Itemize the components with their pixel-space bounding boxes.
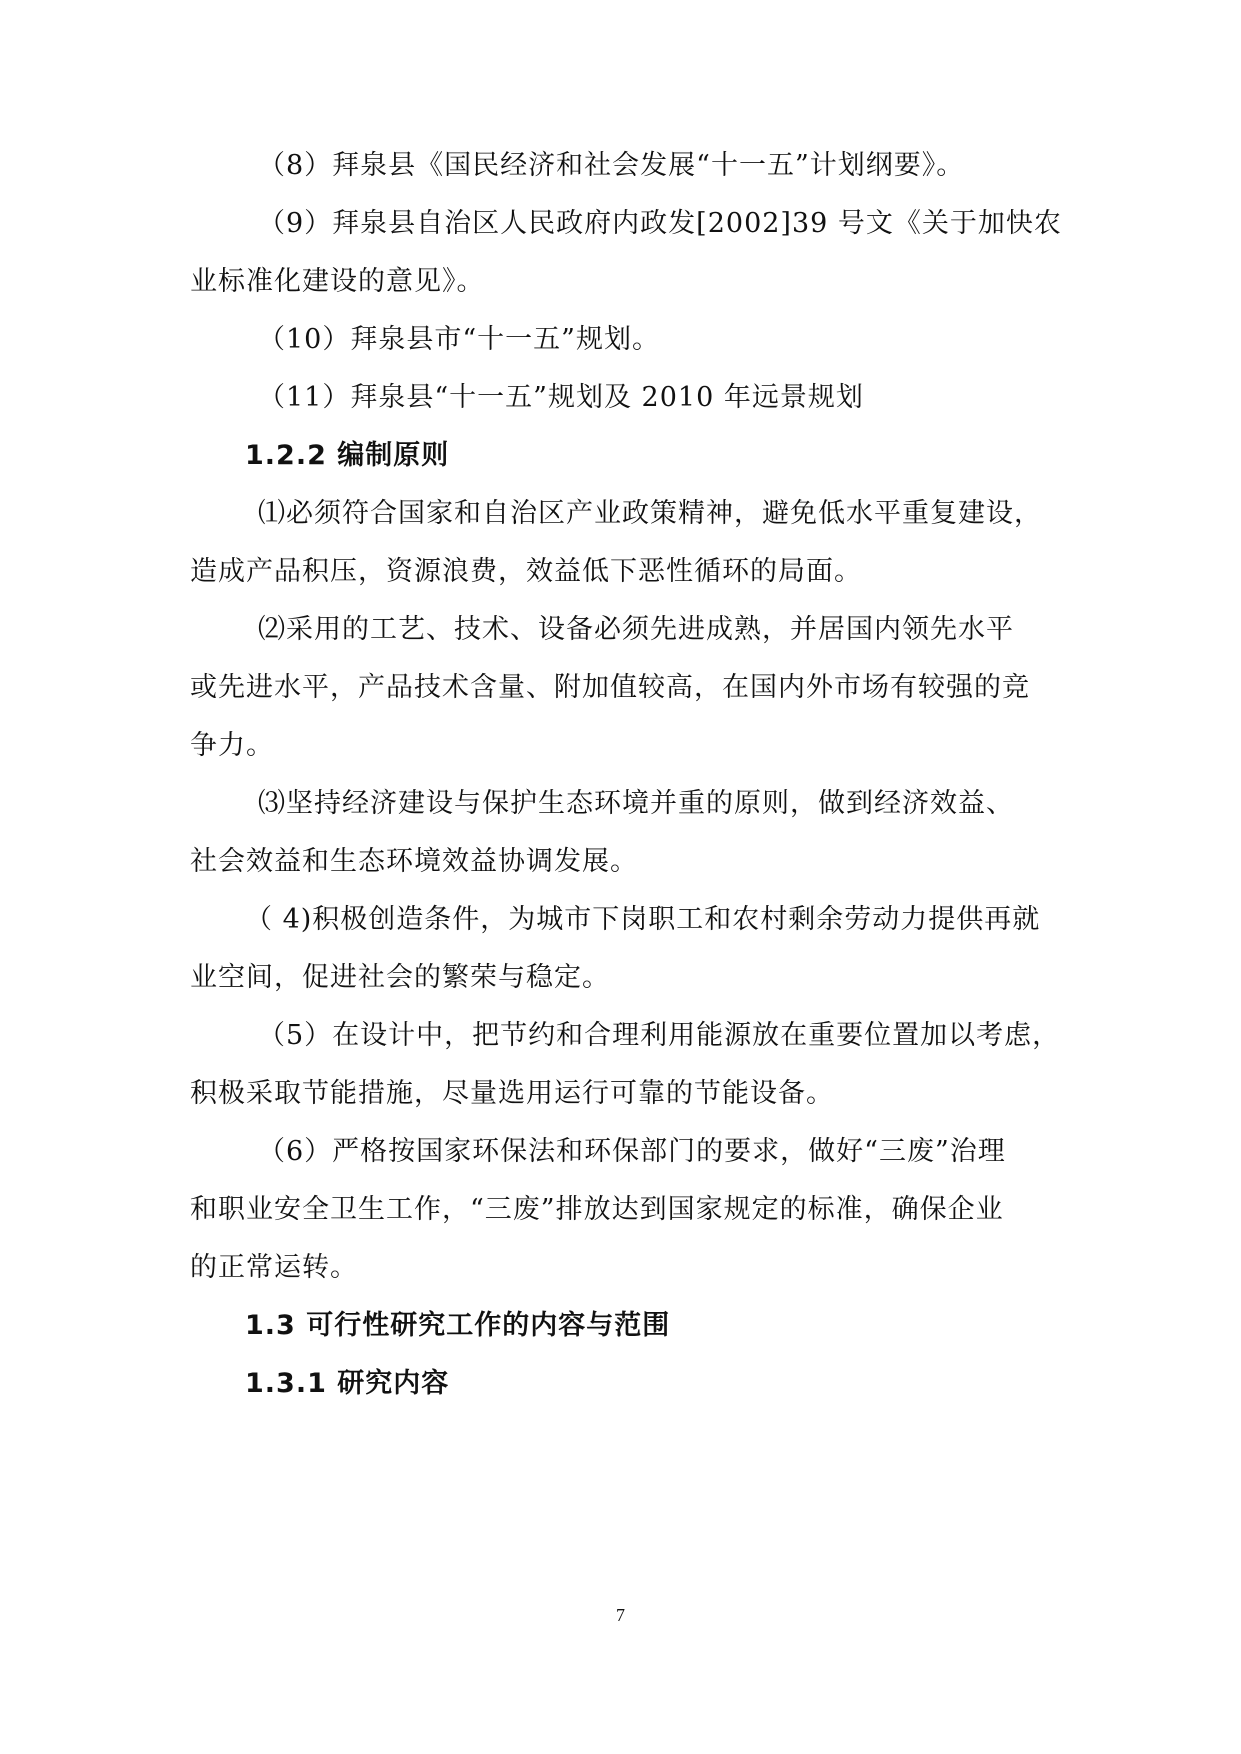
principle-4-line-1: （ 4)积极创造条件，为城市下岗职工和农村剩余劳动力提供再就 xyxy=(245,904,1041,935)
principle-2-line-2: 或先进水平，产品技术含量、附加值较高，在国内外市场有较强的竞 xyxy=(190,672,1030,703)
principle-5-line-2: 积极采取节能措施，尽量选用运行可靠的节能设备。 xyxy=(190,1078,834,1109)
page-number: 7 xyxy=(616,1605,625,1625)
principle-6-line-3: 的正常运转。 xyxy=(190,1252,358,1283)
section-heading-1-3-1: 1.3.1 研究内容 xyxy=(245,1368,450,1399)
item-9-line-2: 业标准化建设的意见》。 xyxy=(190,266,485,297)
item-8: （8）拜泉县《国民经济和社会发展“十一五”计划纲要》。 xyxy=(258,150,965,181)
section-heading-1-2-2: 1.2.2 编制原则 xyxy=(245,440,450,471)
item-10: （10）拜泉县市“十一五”规划。 xyxy=(258,324,660,355)
principle-2-line-1: ⑵采用的工艺、技术、设备必须先进成熟，并居国内领先水平 xyxy=(258,614,1014,645)
principle-4-line-2: 业空间，促进社会的繁荣与稳定。 xyxy=(190,962,610,993)
section-heading-1-3: 1.3 可行性研究工作的内容与范围 xyxy=(245,1310,671,1341)
principle-6-line-2: 和职业安全卫生工作，“三废”排放达到国家规定的标准，确保企业 xyxy=(190,1194,1004,1225)
principle-3-line-2: 社会效益和生态环境效益协调发展。 xyxy=(190,846,638,877)
principle-1-line-1: ⑴必须符合国家和自治区产业政策精神，避免低水平重复建设， xyxy=(258,498,1042,529)
item-11: （11）拜泉县“十一五”规划及 2010 年远景规划 xyxy=(258,382,864,413)
principle-5-line-1: （5）在设计中，把节约和合理利用能源放在重要位置加以考虑， xyxy=(258,1020,1061,1051)
principle-1-line-2: 造成产品积压，资源浪费，效益低下恶性循环的局面。 xyxy=(190,556,862,587)
principle-6-line-1: （6）严格按国家环保法和环保部门的要求，做好“三废”治理 xyxy=(258,1136,1006,1167)
principle-3-line-1: ⑶坚持经济建设与保护生态环境并重的原则，做到经济效益、 xyxy=(258,788,1014,819)
item-9-line-1: （9）拜泉县自治区人民政府内政发[2002]39 号文《关于加快农 xyxy=(258,208,1062,239)
principle-2-line-3: 争力。 xyxy=(190,730,274,761)
